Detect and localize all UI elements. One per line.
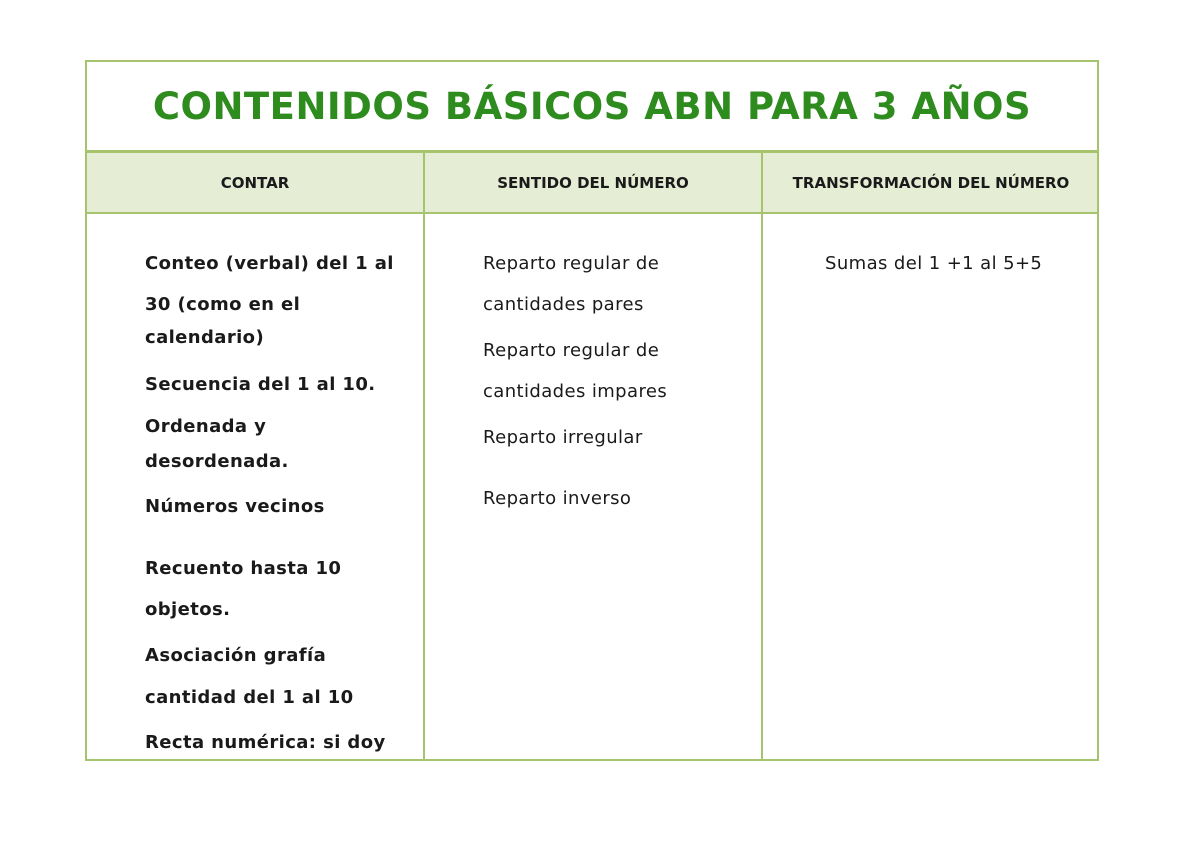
page-title: CONTENIDOS BÁSICOS ABN PARA 3 AÑOS xyxy=(152,84,1032,128)
column-header-contar: CONTAR xyxy=(220,173,290,192)
content-table xyxy=(85,60,1099,761)
list-item: calendario) xyxy=(145,327,265,348)
list-item: cantidades pares xyxy=(483,294,644,315)
cell-transformacion xyxy=(763,214,1099,759)
column-header-transformacion: TRANSFORMACIÓN DEL NÚMERO xyxy=(792,173,1070,192)
list-item: Conteo (verbal) del 1 al xyxy=(145,253,394,274)
list-item: Secuencia del 1 al 10. xyxy=(145,374,376,395)
title-row xyxy=(87,62,1097,153)
list-item: Asociación grafía xyxy=(145,645,327,666)
list-item: Números vecinos xyxy=(145,496,325,517)
header-row xyxy=(87,153,1097,214)
list-item: Reparto irregular xyxy=(483,427,643,448)
list-item: Ordenada y xyxy=(145,416,267,437)
list-item: Recuento hasta 10 xyxy=(145,558,342,579)
column-header-sentido: SENTIDO DEL NÚMERO xyxy=(497,173,689,192)
list-item: Sumas del 1 +1 al 5+5 xyxy=(825,253,1043,274)
list-item: objetos. xyxy=(145,599,231,620)
list-item: cantidad del 1 al 10 xyxy=(145,687,354,708)
list-item: desordenada. xyxy=(145,451,289,472)
list-item: Reparto regular de xyxy=(483,253,660,274)
list-item: Recta numérica: si doy xyxy=(145,732,386,753)
list-item: 30 (como en el xyxy=(145,294,301,315)
list-item: cantidades impares xyxy=(483,381,668,402)
cell-contar xyxy=(87,214,423,759)
cell-sentido xyxy=(425,214,761,759)
list-item: Reparto inverso xyxy=(483,488,632,509)
list-item: Reparto regular de xyxy=(483,340,660,361)
